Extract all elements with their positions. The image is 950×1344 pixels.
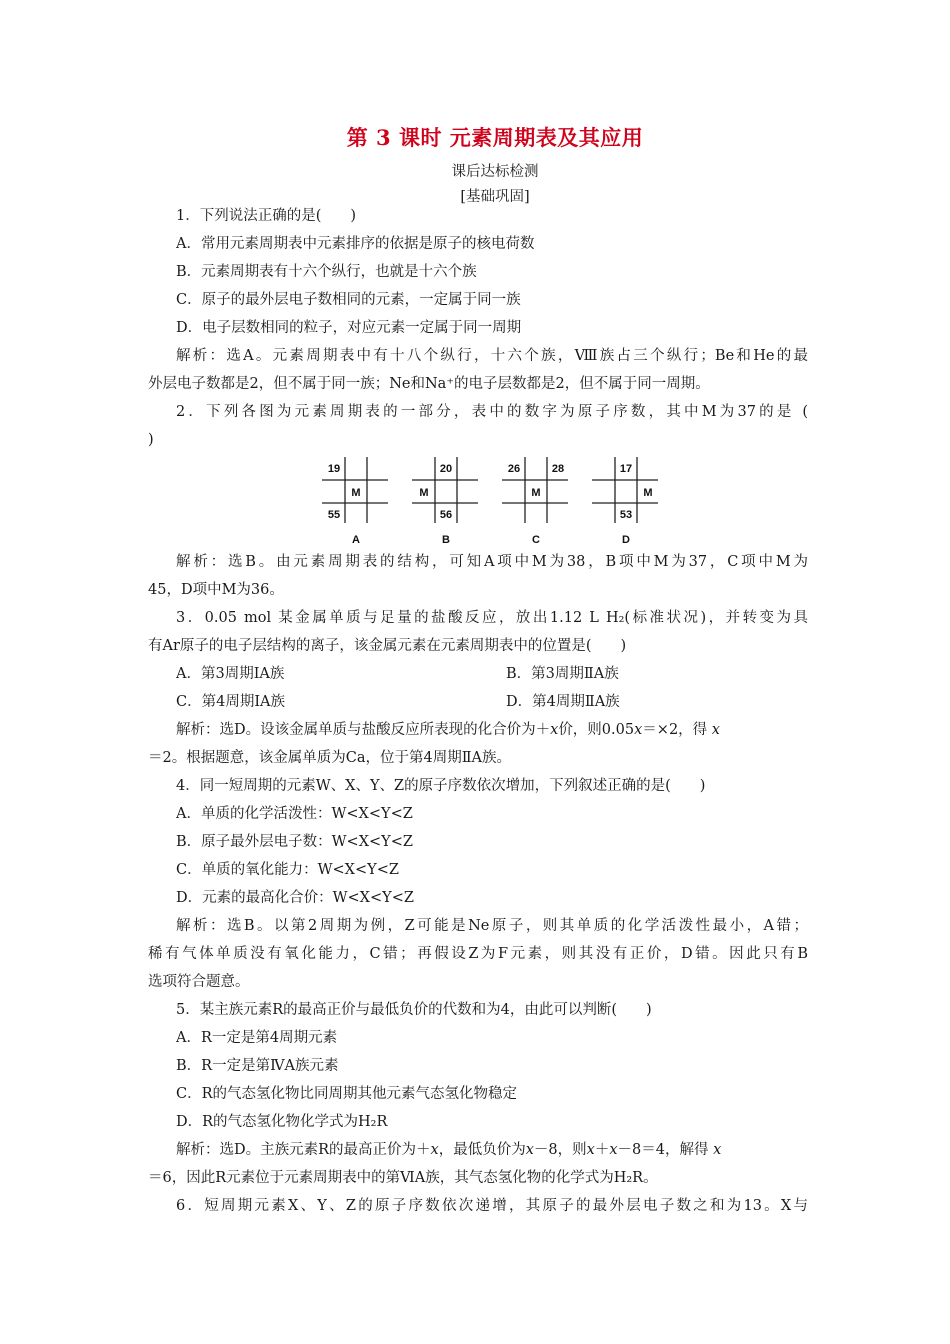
q4-answer-line1: 解析：选B。以第2周期为例，Z可能是Ne原子，则其单质的化学活泼性最小，A错； (176, 918, 808, 934)
q2-answer-line1: 解析：选B。由元素周期表的结构，可知A项中M为38，B项中M为37，C项中M为 (176, 554, 808, 570)
q3-answer-part: 价，则0.05 (558, 722, 635, 738)
q1-option-d: D．电子层数相同的粒子，对应元素一定属于同一周期 (176, 320, 522, 336)
q1-option-c: C．原子的最外层电子数相同的元素，一定属于同一族 (176, 292, 521, 308)
q4-answer-line3: 选项符合题意。 (148, 974, 250, 990)
q3-stem-line2: 有Ar原子的电子层结构的离子，该金属元素在元素周期表中的位置是( ) (148, 638, 627, 654)
variable-x: x (550, 722, 559, 738)
fig-a-m: M (351, 487, 361, 499)
q3-answer-part: 解析：选D。设该金属单质与盐酸反应所表现的化合价为＋ (176, 722, 551, 738)
section-heading: [基础巩固] (460, 189, 530, 205)
q2-answer-line2: 45，D项中M为36。 (148, 582, 284, 598)
fig-d-label: D (622, 534, 630, 545)
q5-option-b: B．R一定是第ⅣA族元素 (176, 1058, 339, 1074)
q3-option-d: D．第4周期ⅡA族 (506, 694, 620, 710)
variable-x: x (586, 1142, 595, 1158)
variable-x: x (711, 722, 720, 738)
fig-a-bottom-number: 55 (327, 509, 341, 521)
fig-d-bottom-number: 53 (619, 509, 633, 521)
fig-b-label: B (442, 534, 450, 545)
fig-a-top-number: 19 (327, 463, 341, 475)
variable-x: x (430, 1142, 439, 1158)
fig-c-right-number: 28 (551, 463, 565, 475)
q1-answer-line1: 解析：选A。元素周期表中有十八个纵行，十六个族，Ⅷ族占三个纵行；Be和He的最 (176, 348, 808, 364)
fig-a-label: A (352, 534, 360, 545)
q5-answer-line2: ＝6，因此R元素位于元素周期表中的第ⅥA族，其气态氢化物的化学式为H₂R。 (148, 1170, 658, 1186)
q5-stem: 5．某主族元素R的最高正价与最低负价的代数和为4，由此可以判断( ) (176, 1002, 652, 1018)
q2-stem-line1: 2．下列各图为元素周期表的一部分，表中的数字为原子序数，其中M为37的是 ( (176, 404, 808, 420)
q5-answer-part: 解析：选D。主族元素R的最高正价为＋ (176, 1142, 431, 1158)
q3-answer-line1 (176, 720, 808, 740)
q3-option-c: C．第4周期ⅠA族 (176, 694, 286, 710)
fig-b-m: M (419, 487, 429, 499)
q3-option-a: A．第3周期ⅠA族 (176, 666, 285, 682)
q5-option-d: D．R的气态氢化物化学式为H₂R (176, 1114, 388, 1130)
q1-answer-line2: 外层电子数都是2，但不属于同一族；Ne和Na⁺的电子层数都是2，但不属于同一周期。 (148, 376, 710, 392)
q3-answer-part: ＝×2，得 (642, 722, 708, 738)
fig-d-m: M (643, 487, 653, 499)
fig-c-left-number: 26 (507, 463, 521, 475)
q2-figures (320, 455, 670, 545)
q5-answer-part: －8＝4，解得 (617, 1142, 709, 1158)
fig-c-m: M (531, 487, 541, 499)
q4-option-b: B．原子最外层电子数：W<X<Y<Z (176, 834, 413, 850)
page-title: 第 3 课时 元素周期表及其应用 (346, 125, 644, 150)
fig-d-top-number: 17 (619, 463, 633, 475)
q4-option-a: A．单质的化学活泼性：W<X<Y<Z (176, 806, 413, 822)
q2-stem-line2: ) (148, 432, 154, 448)
fig-b-bottom-number: 56 (439, 509, 453, 521)
q1-option-b: B．元素周期表有十六个纵行，也就是十六个族 (176, 264, 477, 280)
q1-stem: 1．下列说法正确的是( ) (176, 208, 357, 224)
q6-stem-line1: 6．短周期元素X、Y、Z的原子序数依次递增，其原子的最外层电子数之和为13。X与 (176, 1198, 808, 1214)
q4-option-c: C．单质的氧化能力：W<X<Y<Z (176, 862, 399, 878)
q3-answer-line2: ＝2。根据题意，该金属单质为Ca，位于第4周期ⅡA族。 (148, 750, 512, 766)
fig-c-label: C (532, 534, 540, 545)
q5-answer-part: ＋ (594, 1142, 610, 1158)
variable-x: x (609, 1142, 618, 1158)
q5-option-c: C．R的气态氢化物比同周期其他元素气态氢化物稳定 (176, 1086, 518, 1102)
q4-option-d: D．元素的最高化合价：W<X<Y<Z (176, 890, 414, 906)
q5-answer-part: ，最低负价为 (438, 1142, 526, 1158)
q3-option-b: B．第3周期ⅡA族 (506, 666, 619, 682)
q1-option-a: A．常用元素周期表中元素排序的依据是原子的核电荷数 (176, 236, 535, 252)
q5-answer-line1 (176, 1140, 808, 1160)
q5-answer-part: －8，则 (533, 1142, 587, 1158)
variable-x: x (634, 722, 643, 738)
subtitle: 课后达标检测 (451, 164, 539, 180)
q4-answer-line2: 稀有气体单质没有氧化能力，C错；再假设Z为F元素，则其没有正价，D错。因此只有B (148, 946, 808, 962)
fig-b-top-number: 20 (439, 463, 453, 475)
variable-x: x (525, 1142, 534, 1158)
q5-option-a: A．R一定是第4周期元素 (176, 1030, 338, 1046)
q4-stem: 4．同一短周期的元素W、X、Y、Z的原子序数依次增加，下列叙述正确的是( ) (176, 778, 706, 794)
variable-x: x (713, 1142, 722, 1158)
q3-stem-line1: 3．0.05 mol 某金属单质与足量的盐酸反应，放出1.12 L H₂(标准状况)，并转变为具 (176, 610, 808, 626)
